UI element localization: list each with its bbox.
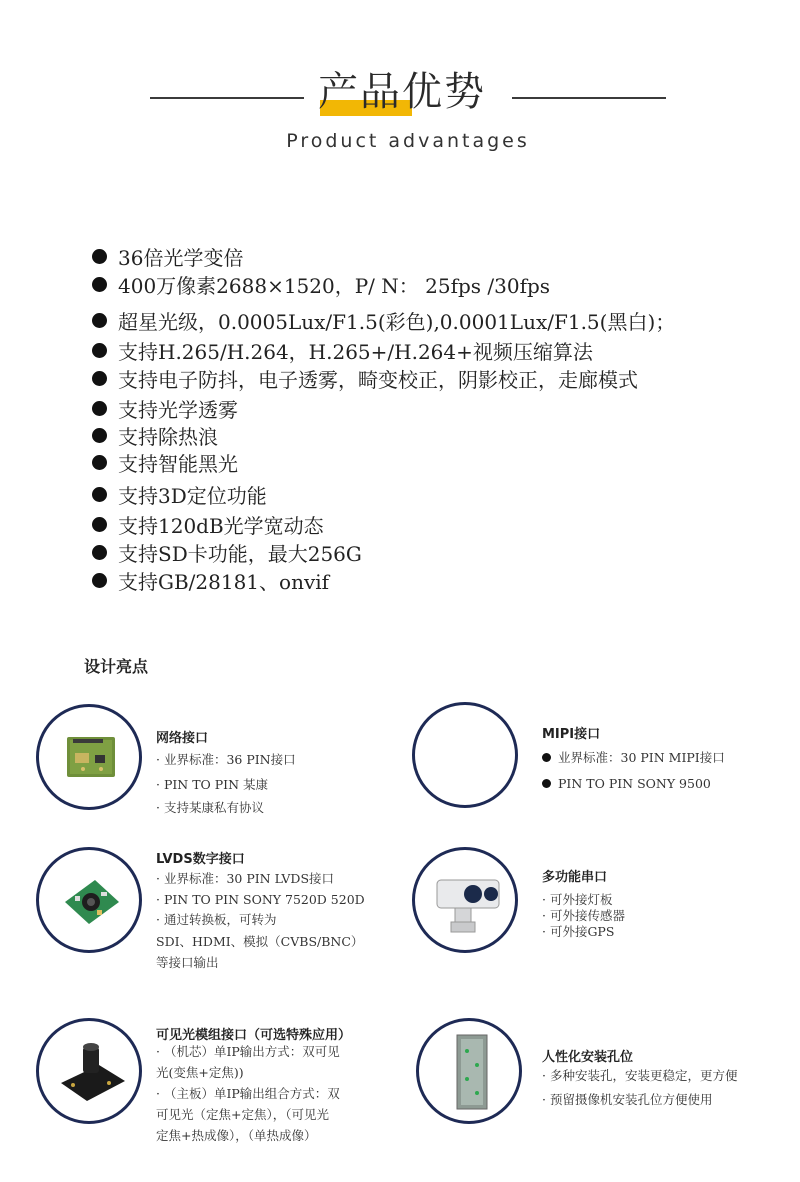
- lvds-line: · 业界标准：30 PIN LVDS接口: [156, 871, 335, 886]
- mount-title: 人性化安装孔位: [542, 1050, 634, 1065]
- serial-line: · 可外接灯板: [542, 892, 613, 907]
- visible-line: 光(变焦+定焦)): [156, 1065, 244, 1080]
- serial-line: · 可外接GPS: [542, 924, 615, 939]
- bullet-icon: [542, 753, 551, 762]
- title-block: [318, 64, 498, 122]
- title-rule-left: [150, 97, 304, 99]
- bullet-icon: [92, 455, 107, 470]
- feature-text: 36倍光学变倍: [118, 246, 244, 270]
- visible-line: 可见光（定焦+定焦），（可见光: [156, 1107, 329, 1122]
- serial-camera-image: [412, 847, 518, 953]
- lvds-line: · PIN TO PIN SONY 7520D 520D: [156, 892, 365, 907]
- bullet-icon: [92, 313, 107, 328]
- feature-item: [92, 366, 638, 394]
- lvds-line: · 通过转换板，可转为: [156, 912, 277, 927]
- feature-text: 支持H.265/H.264，H.265+/H.264+视频压缩算法: [118, 340, 593, 364]
- feature-item: [92, 272, 550, 300]
- pcb-icon: [39, 707, 139, 807]
- feature-text: 支持GB/28181、onvif: [118, 570, 330, 594]
- mount-line: · 多种安装孔，安装更稳定，更方便: [542, 1068, 738, 1083]
- mount-plate-image: [416, 1018, 522, 1124]
- feature-item: [92, 568, 329, 596]
- network-line: · 支持某康私有协议: [156, 800, 264, 815]
- mipi-image: [412, 702, 518, 808]
- feature-item: [92, 450, 238, 478]
- bullet-icon: [92, 401, 107, 416]
- bullet-icon: [92, 517, 107, 532]
- bullet-icon: [92, 487, 107, 502]
- lvds-board-image: [36, 847, 142, 953]
- lvds-title: LVDS数字接口: [156, 852, 245, 867]
- bullet-icon: [92, 573, 107, 588]
- serial-title: 多功能串口: [542, 870, 608, 885]
- feature-text: 支持3D定位功能: [118, 484, 267, 508]
- visible-title: 可见光模组接口（可选特殊应用）: [156, 1028, 352, 1043]
- visible-line: · （主板）单IP输出组合方式：双: [156, 1086, 340, 1101]
- mipi-line: [542, 774, 711, 794]
- mipi-line: [542, 748, 725, 768]
- page-title: 产品优势: [318, 69, 486, 115]
- bullet-icon: [542, 779, 551, 788]
- bullet-icon: [92, 545, 107, 560]
- feature-item: [92, 338, 593, 366]
- network-title: 网络接口: [156, 731, 209, 746]
- pcb-icon: [39, 850, 139, 950]
- mipi-title: MIPI接口: [542, 727, 601, 742]
- feature-text: 超星光级，0.0005Lux/F1.5(彩色),0.0001Lux/F1.5(黑白)；: [118, 310, 676, 334]
- feature-text: 支持光学透雾: [118, 398, 238, 422]
- mipi-line-text: PIN TO PIN SONY 9500: [558, 776, 711, 791]
- serial-line: · 可外接传感器: [542, 908, 625, 923]
- visible-line: · （机芯）单IP输出方式：双可见: [156, 1044, 340, 1059]
- feature-text: 支持120dB光学宽动态: [118, 514, 324, 538]
- feature-item: [92, 308, 675, 336]
- feature-text: 支持除热浪: [118, 425, 218, 449]
- network-line: · PIN TO PIN 某康: [156, 777, 269, 792]
- title-rule-right: [512, 97, 666, 99]
- bullet-icon: [92, 371, 107, 386]
- module-image: [36, 1018, 142, 1124]
- feature-text: 400万像素2688×1520，P/ N： 25fps /30fps: [118, 274, 551, 298]
- camera-icon: [415, 850, 515, 950]
- mount-plate-icon: [419, 1021, 519, 1121]
- feature-text: 支持电子防抖，电子透雾，畸变校正，阴影校正，走廊模式: [118, 368, 638, 392]
- bullet-icon: [92, 249, 107, 264]
- camera-module-icon: [39, 1021, 139, 1121]
- feature-item: [92, 423, 218, 451]
- section-label: 设计亮点: [84, 657, 149, 676]
- visible-line: 定焦+热成像），（单热成像）: [156, 1128, 317, 1143]
- feature-text: 支持SD卡功能，最大256G: [118, 542, 362, 566]
- bullet-icon: [92, 343, 107, 358]
- feature-item: [92, 482, 267, 510]
- bullet-icon: [92, 277, 107, 292]
- feature-item: [92, 512, 324, 540]
- feature-item: [92, 540, 362, 568]
- feature-item: [92, 244, 243, 272]
- feature-item: [92, 396, 238, 424]
- network-line: · 业界标准：36 PIN接口: [156, 752, 296, 767]
- lvds-line: 等接口输出: [156, 955, 219, 970]
- lvds-line: SDI、HDMI、模拟（CVBS/BNC）: [156, 934, 364, 949]
- network-board-image: [36, 704, 142, 810]
- mount-line: · 预留摄像机安装孔位方便使用: [542, 1092, 713, 1107]
- bullet-icon: [92, 428, 107, 443]
- mipi-line-text: 业界标准：30 PIN MIPI接口: [558, 750, 725, 765]
- page-subtitle: Product advantages: [286, 130, 530, 152]
- feature-text: 支持智能黑光: [118, 452, 238, 476]
